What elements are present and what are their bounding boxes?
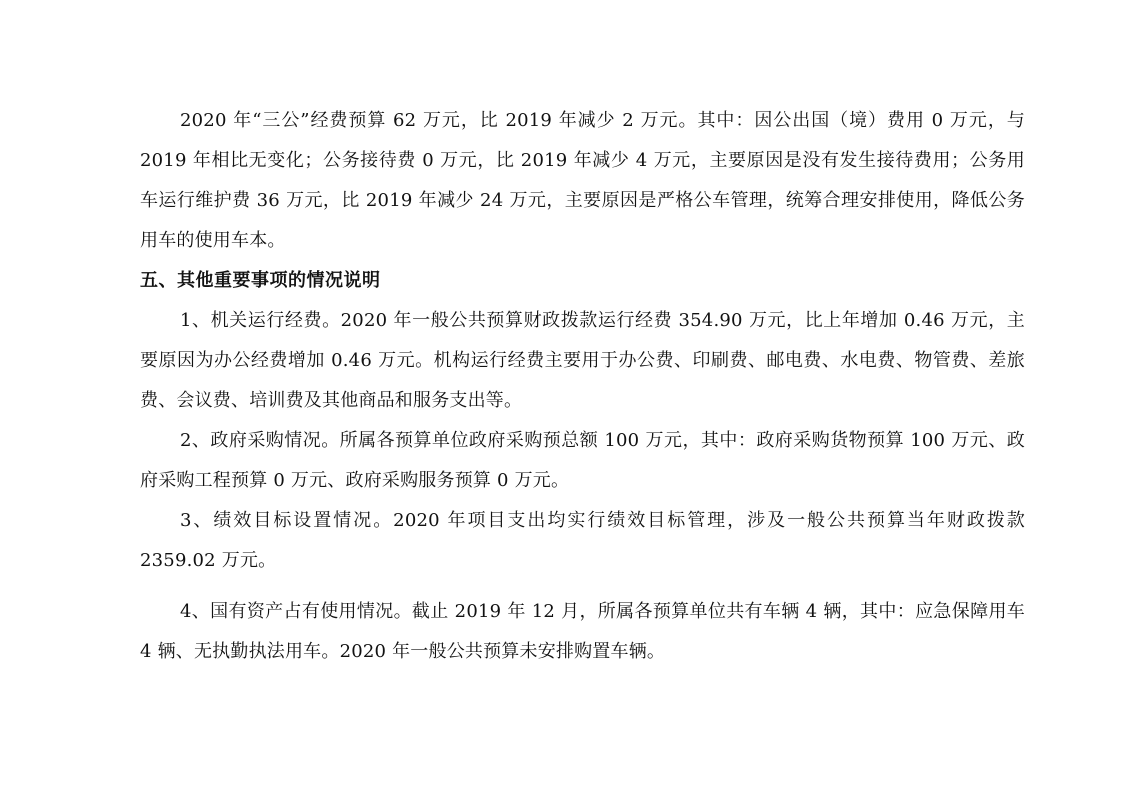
paragraph-state-assets: 4、国有资产占有使用情况。截止 2019 年 12 月，所属各预算单位共有车辆 4 辆，其中：应急保障用车 4 辆、无执勤执法用车。2020 年一般公共预算未安排购置车辆。 (140, 601, 1025, 662)
paragraph-operating-expenses: 1、机关运行经费。2020 年一般公共预算财政拨款运行经费 354.90 万元，比上年增加 0.46 万元，主要原因为办公经费增加 0.46 万元。机构运行经费主要用于办公费、印刷费、邮电费、水电费、物管费、差旅费、会议费、培训费及其他商品和服务支出等。 (140, 310, 1025, 411)
section-heading-other-matters: 五、其他重要事项的情况说明 (140, 270, 381, 291)
paragraph-government-procurement: 2、政府采购情况。所属各预算单位政府采购预总额 100 万元，其中：政府采购货物预算 100 万元、政府采购工程预算 0 万元、政府采购服务预算 0 万元。 (140, 430, 1025, 491)
paragraph-sangong-expenses: 2020 年“三公”经费预算 62 万元，比 2019 年减少 2 万元。其中：因公出国（境）费用 0 万元，与 2019 年相比无变化；公务接待费 0 万元，比 2019 年减少 4 万元，主要原因是没有发生接待费用；公务用车运行维护费 36 万元，比 2019 年减少 24 万元，主要原因是严格公车管理，统筹合理安排使用，降低公务用车的使用车本。 (140, 110, 1025, 251)
paragraph-performance-targets: 3、绩效目标设置情况。2020 年项目支出均实行绩效目标管理，涉及一般公共预算当年财政拨款 2359.02 万元。 (140, 510, 1025, 571)
